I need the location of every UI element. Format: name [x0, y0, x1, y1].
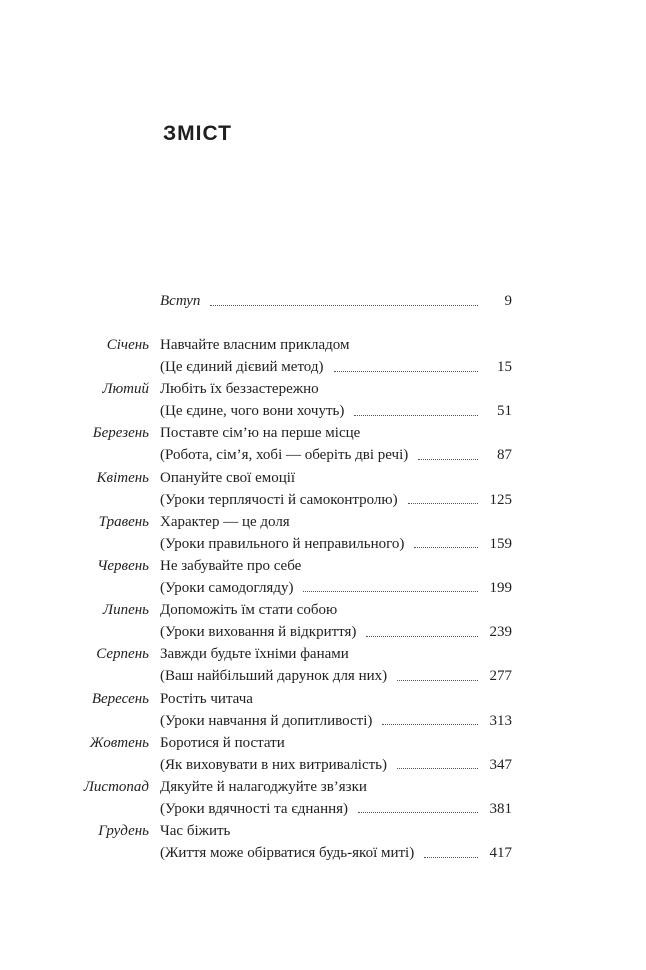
page-number: 417	[489, 845, 512, 862]
chapter-title: Не забувайте про себе	[160, 557, 302, 574]
chapter-title: Ростіть читача	[160, 690, 253, 707]
month-label: Жовтень	[89, 734, 149, 751]
chapter-subtitle: (Це єдиний дієвий метод)	[160, 359, 324, 375]
month-label: Травень	[98, 513, 149, 530]
page-number: 87	[497, 447, 512, 464]
page-number: 125	[489, 491, 512, 508]
dot-leader	[424, 857, 478, 858]
page-number: 199	[489, 579, 512, 596]
dot-leader	[397, 768, 478, 769]
chapter-subtitle: (Уроки правильного й неправильного)	[160, 535, 405, 552]
month-label: Грудень	[98, 823, 149, 840]
dot-leader	[418, 459, 478, 460]
page-title: ЗМІСТ	[163, 122, 232, 145]
month-label: Серпень	[96, 646, 149, 663]
page-number: 239	[489, 624, 512, 641]
toc-entry[interactable]	[0, 467, 646, 511]
dot-leader	[366, 636, 478, 637]
dot-leader	[414, 547, 478, 548]
chapter-subtitle: (Робота, сім’я, хобі — оберіть дві речі)	[160, 447, 409, 464]
dot-leader	[408, 503, 478, 504]
intro-label: Вступ	[160, 293, 201, 309]
month-label: Січень	[106, 337, 149, 353]
chapter-subtitle: (Уроки самодогляду)	[160, 579, 294, 596]
page-number: 15	[497, 359, 512, 375]
page-number: 381	[489, 800, 512, 817]
dot-leader	[303, 591, 478, 592]
toc-entry[interactable]	[0, 732, 646, 776]
chapter-subtitle: (Уроки виховання й відкриття)	[160, 624, 357, 641]
chapter-title: Поставте сім’ю на перше місце	[160, 425, 361, 442]
page-number: 9	[504, 293, 512, 309]
toc-entry[interactable]	[0, 555, 646, 599]
dot-leader	[354, 415, 478, 416]
chapter-title: Боротися й постати	[160, 734, 285, 751]
chapter-subtitle: (Уроки навчання й допитливості)	[160, 712, 373, 729]
dot-leader	[210, 305, 478, 306]
month-label: Листопад	[83, 778, 149, 795]
page-number: 51	[497, 403, 512, 420]
toc-entry[interactable]	[0, 776, 646, 820]
chapter-subtitle: (Це єдине, чого вони хочуть)	[160, 403, 345, 420]
chapter-title: Характер — це доля	[160, 513, 290, 530]
toc-entry[interactable]	[0, 688, 646, 732]
chapter-title: Допоможіть їм стати собою	[160, 602, 338, 619]
page-number: 347	[489, 756, 512, 773]
toc-entry[interactable]	[0, 334, 646, 378]
chapter-subtitle: (Ваш найбільший дарунок для них)	[160, 668, 388, 685]
chapter-title: Навчайте власним прикладом	[160, 337, 350, 353]
toc-entry[interactable]	[0, 422, 646, 466]
month-label: Лютий	[102, 381, 149, 398]
toc-entry[interactable]	[0, 511, 646, 555]
toc-entry[interactable]	[0, 820, 646, 864]
toc-entry-intro[interactable]	[0, 290, 646, 334]
chapter-title: Дякуйте й налагоджуйте зв’язки	[160, 778, 367, 795]
toc-entry[interactable]	[0, 378, 646, 422]
month-label: Березень	[92, 425, 149, 442]
month-label: Квітень	[96, 469, 149, 486]
page-number: 313	[489, 712, 512, 729]
chapter-title: Час біжить	[160, 823, 231, 840]
month-label: Червень	[97, 557, 149, 574]
chapter-subtitle: (Уроки терплячості й самоконтролю)	[160, 491, 398, 508]
table-of-contents	[0, 290, 646, 864]
page-number: 159	[489, 535, 512, 552]
toc-entry[interactable]	[0, 599, 646, 643]
toc-entry[interactable]	[0, 643, 646, 687]
chapter-subtitle: (Уроки вдячності та єднання)	[160, 800, 349, 817]
chapter-subtitle: (Як виховувати в них витривалість)	[160, 756, 388, 773]
chapter-title: Завжди будьте їхніми фанами	[160, 646, 349, 663]
dot-leader	[334, 371, 479, 372]
dot-leader	[382, 724, 478, 725]
chapter-title: Опануйте свої емоції	[160, 469, 296, 486]
chapter-subtitle: (Життя може обірватися будь-якої миті)	[160, 845, 415, 862]
dot-leader	[397, 680, 478, 681]
chapter-title: Любіть їх беззастережно	[160, 381, 319, 398]
month-label: Вересень	[91, 690, 149, 707]
month-label: Липень	[102, 602, 149, 619]
dot-leader	[358, 812, 478, 813]
page-number: 277	[489, 668, 512, 685]
